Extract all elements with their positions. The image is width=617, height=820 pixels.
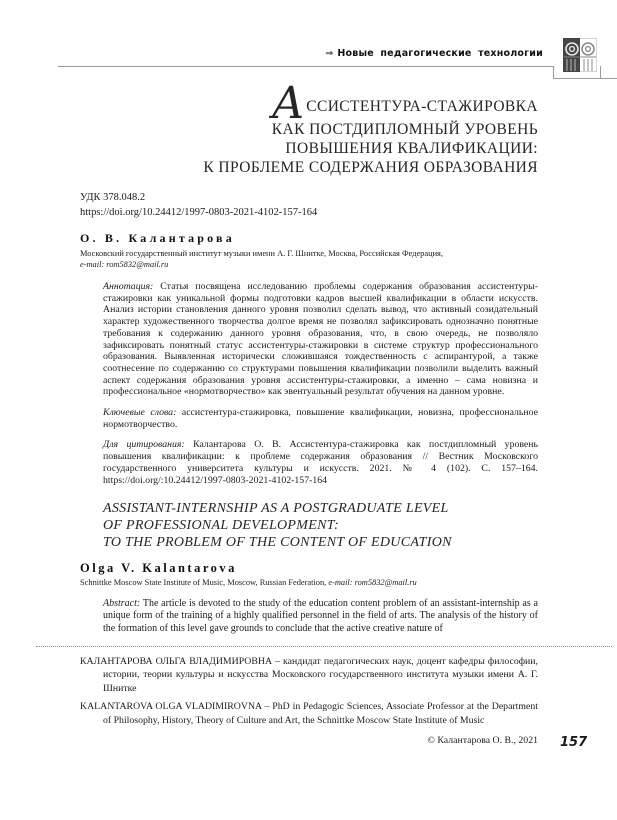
keywords-ru — [80, 407, 538, 430]
title-line: К ПРОБЛЕМЕ СОДЕРЖАНИЯ ОБРАЗОВАНИЯ — [203, 159, 538, 176]
author-email-ru: e-mail: rom5832@mail.ru — [80, 259, 169, 269]
author-bio-en: KALANTAROVA OLGA VLADIMIROVNA – PhD in Pedagogic Sciences, Associate Professor at the Department of Philosophy, History, Theory of Culture and Art, the Schnittke Moscow State Institute of Music — [80, 701, 538, 726]
section-rubric — [325, 48, 543, 59]
author-name-ru: О. В. Калантарова — [80, 231, 235, 245]
abstract-en-label: Abstract: — [103, 597, 141, 609]
author-affiliation-en: Schnittke Moscow State Institute of Music, Moscow, Russian Federation, e-mail: rom5832@mail.ru — [80, 578, 417, 588]
double-arrow-icon: ⇒ — [325, 48, 334, 59]
author-bio-ru: КАЛАНТАРОВА ОЛЬГА ВЛАДИМИРОВНА – кандидат педагогических наук, доцент кафедры философии, истории, теории культуры и искусства Московского государственного института музыки имени А. Г. Шнитке — [80, 656, 538, 694]
author-name-en: Olga V. Kalantarova — [80, 561, 237, 576]
ionic-column-icon — [563, 38, 597, 72]
keywords-ru-label: Ключевые слова: — [103, 407, 177, 419]
page-number: 157 — [560, 735, 588, 750]
citation — [80, 439, 538, 486]
title-line: ПОВЫШЕНИЯ КВАЛИФИКАЦИИ: — [285, 140, 538, 157]
abstract-ru — [80, 281, 538, 398]
author-bio-block — [80, 655, 538, 747]
citation-text: Калантарова О. В. Ассистентура-стажировка как постдипломный уровень повышения квалификации: к проблеме содержания образования // Вестник Московского государственного университета культуры и искусств. 2021. № 4 (102). С. 157–164. https://doi.org/:10.24412/1997-0803-2021-4102-157-164 — [103, 439, 538, 486]
abstract-ru-label: Аннотация: — [103, 281, 154, 292]
article-body — [80, 78, 538, 645]
title-line: КАК ПОСТДИПЛОМНЫЙ УРОВЕНЬ — [271, 121, 538, 138]
rubric-label: Новые педагогические технологии — [337, 48, 543, 59]
author-affiliation-ru — [80, 249, 538, 270]
title-dropcap: А — [271, 78, 306, 129]
header-rule — [58, 66, 553, 67]
affiliation-line: Московский государственный институт музыки имени А. Г. Шнитке, Москва, Российская Федерация, — [80, 249, 443, 258]
doi-link[interactable]: https://doi.org/10.24412/1997-0803-2021-4102-157-164 — [80, 207, 318, 218]
copyright-notice: © Калантарова О. В., 2021 — [427, 735, 538, 747]
title-en-line: OF PROFESSIONAL DEVELOPMENT: — [103, 518, 340, 534]
title-line: АССИСТЕНТУРА-СТАЖИРОВКА — [271, 78, 538, 129]
article-title-en — [80, 500, 538, 551]
citation-label: Для цитирования: — [103, 439, 185, 451]
abstract-en-text: The article is devoted to the study of the education content problem of an assistant-internship as a unique form of the training of a highly qualified personnel in the field of arts. The analysis of the history of the formation of this level gave grounds to conclude that the active creative nature of — [103, 597, 538, 634]
author-email-en: e-mail: rom5832@mail.ru — [328, 578, 417, 588]
udc-code: УДК 378.048.2 — [80, 192, 146, 203]
abstract-ru-text: Статья посвящена исследованию проблемы содержания образования ассистентуры-стажировки как уникальной формы подготовки кадров высшей квалификации в области искусств. Анализ истории становления данного уровня позволил сделать вывод, что активный созидательный характер художественного творчества долгое время не позволял зафиксировать однозначно понятные требования к содержанию данного уровня образования, что, в свою очередь, не позволяло зафиксировать понятный статус ассистентуры-стажировки в системе структур профессионального образования. Выявленная исторически сложившаяся тождественность с аспирантурой, а также соотнесение по содержанию со структурами повышения квалификации позволили выделить важный аспект содержания образования уровня ассистентуры-стажировки, а именно – сама новизна и профессиональное «нормотворчество» как эвентуальный результат обучения на данном уровне. — [103, 281, 538, 398]
title-en-line: TO THE PROBLEM OF THE CONTENT OF EDUCATION — [103, 535, 452, 551]
title-en-line: ASSISTANT-INTERNSHIP AS A POSTGRADUATE LEVEL — [103, 501, 449, 517]
keywords-ru-text: ассистентура-стажировка, повышение квалификации, новизна, профессиональное нормотворчество. — [103, 407, 538, 430]
abstract-en — [80, 598, 538, 636]
article-title-ru — [80, 78, 538, 177]
dotted-divider — [36, 646, 612, 647]
header-rule-right — [599, 78, 617, 79]
